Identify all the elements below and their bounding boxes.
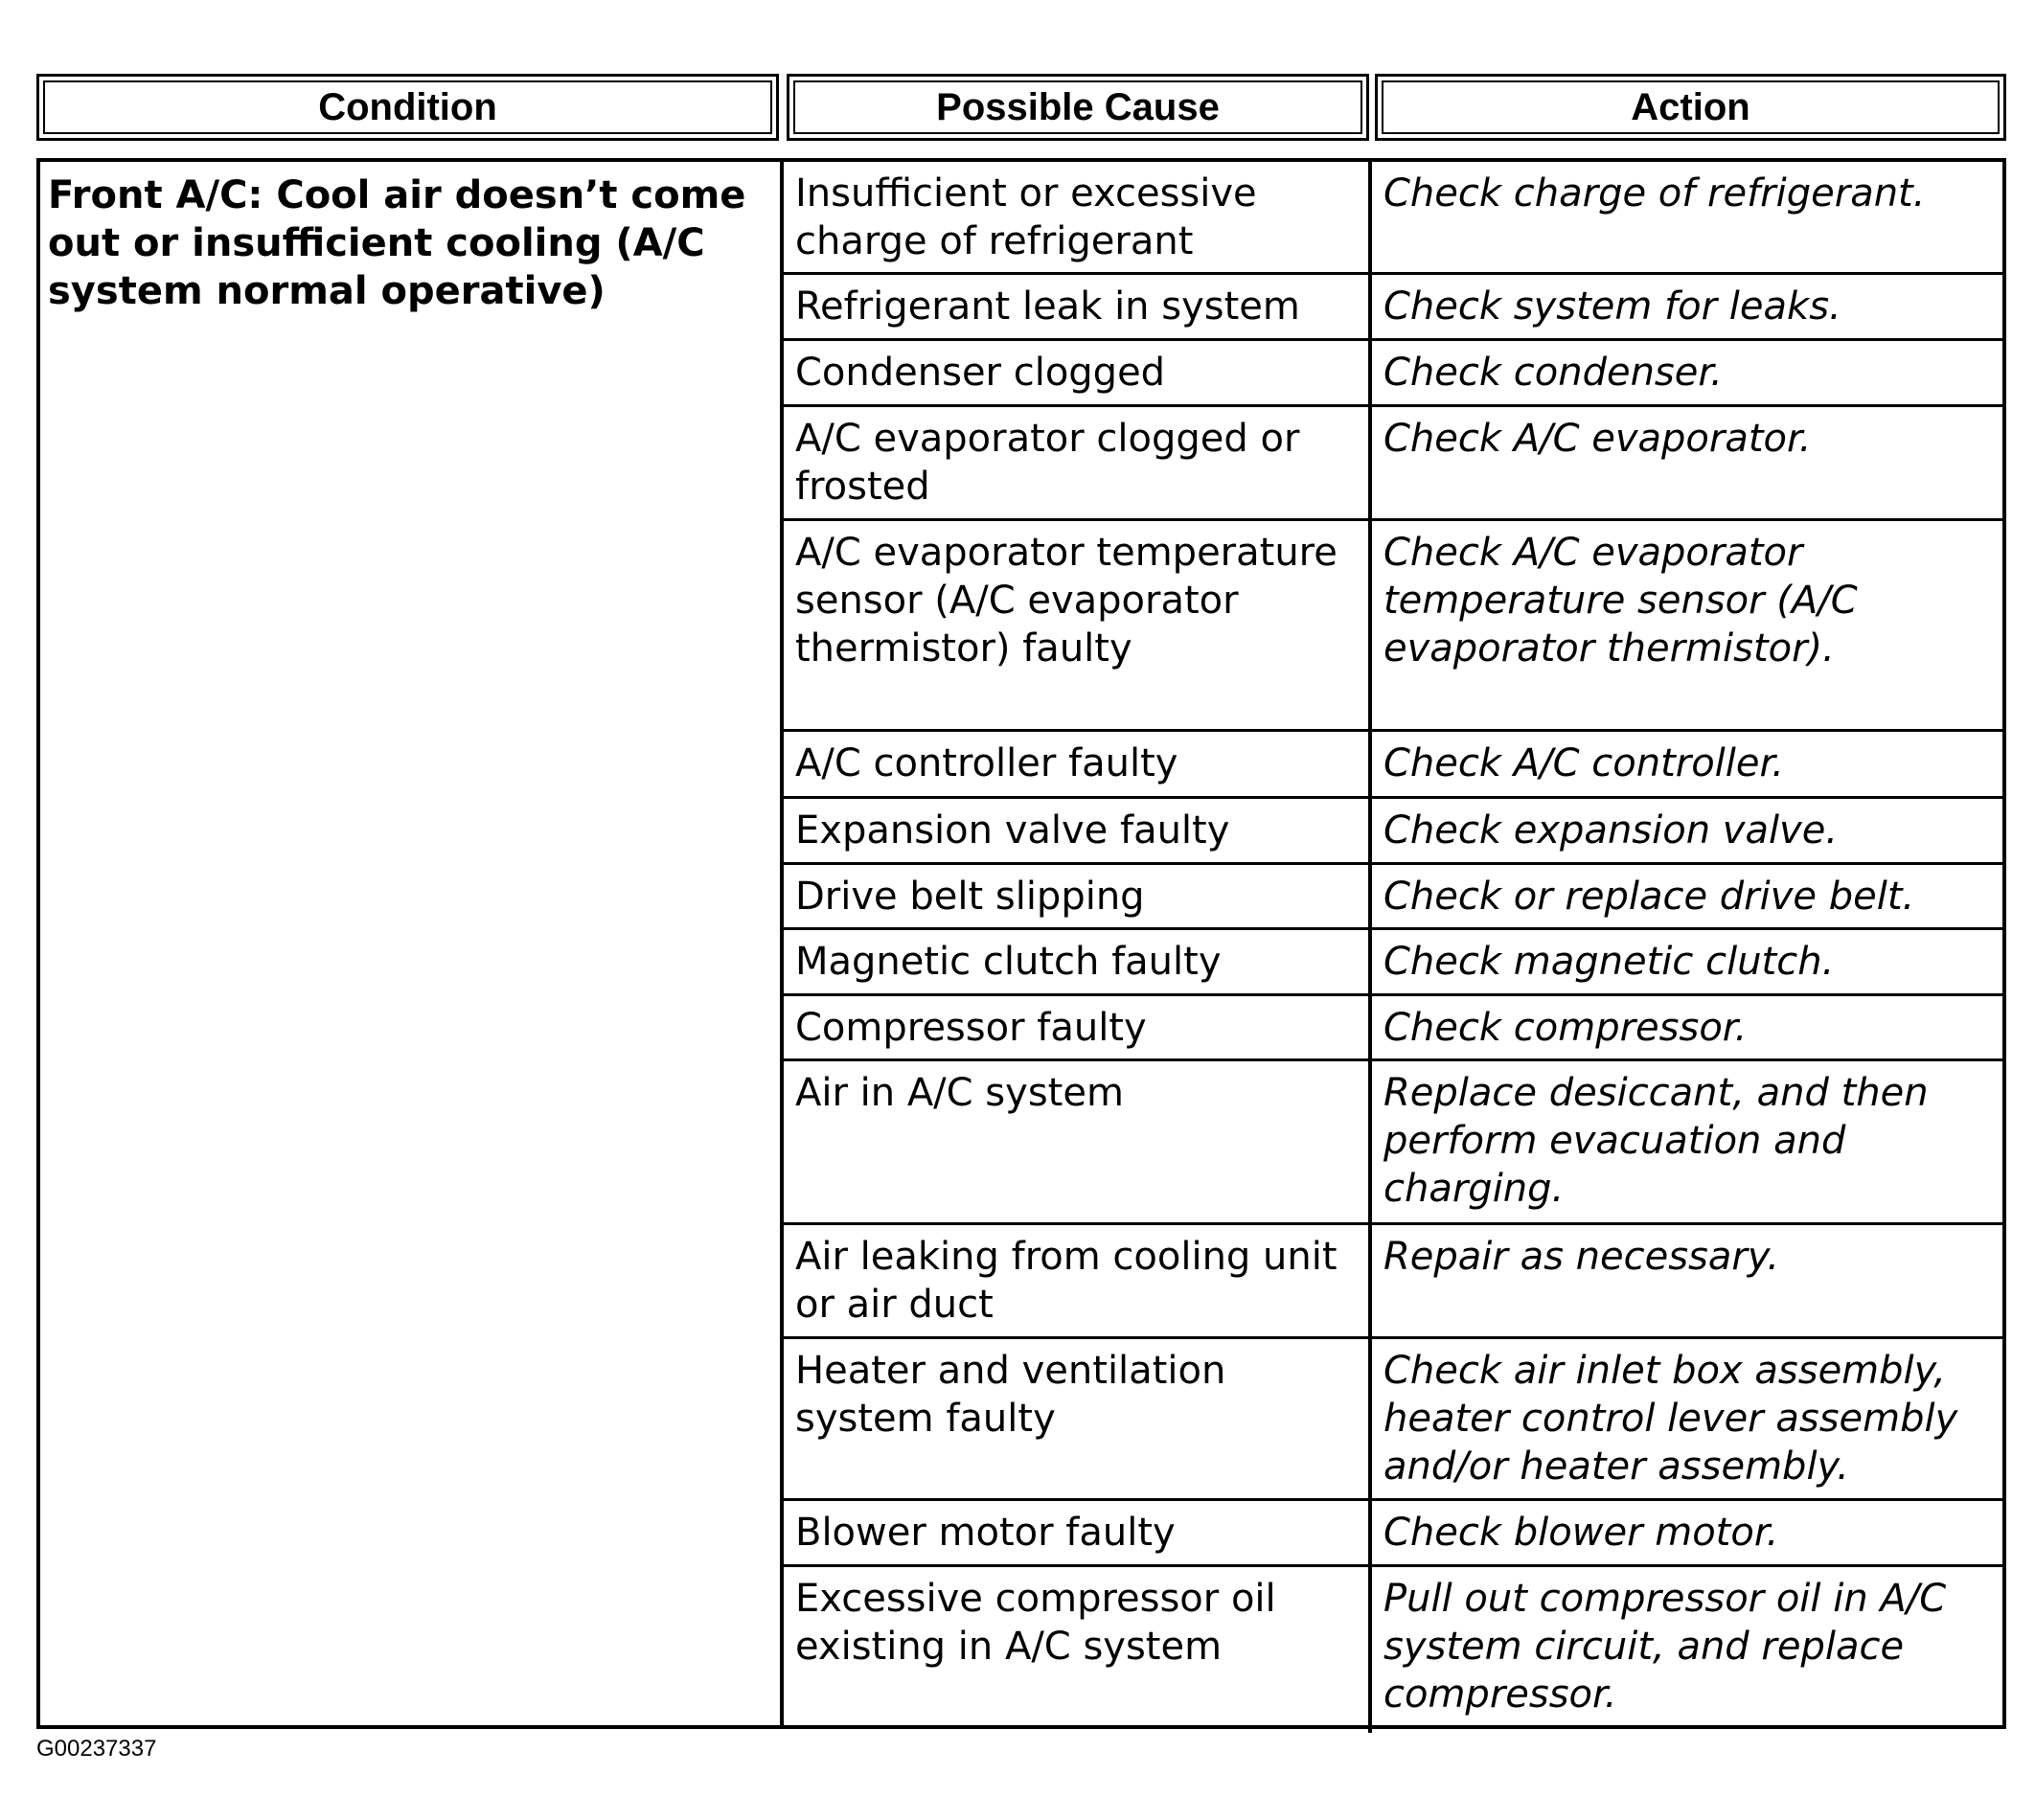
table-row	[784, 1501, 2002, 1567]
action-cell: Replace desiccant, and then perform evacuation and charging.	[1383, 1071, 1929, 1211]
table-row	[784, 1567, 2002, 1733]
cause-cell: A/C controller faulty	[784, 732, 1372, 796]
cause-cell: A/C evaporator temperature sensor (A/C evaporator thermistor) faulty	[784, 521, 1372, 729]
action-cell: Check charge of refrigerant.	[1383, 171, 1926, 216]
action-cell: Check compressor.	[1383, 1006, 1748, 1050]
cause-action-rows	[784, 162, 2002, 1725]
figure-id: G00237337	[36, 1736, 157, 1762]
condition-cell: Front A/C: Cool air doesn’t come out or insufficient cooling (A/C system normal operative)	[40, 162, 784, 1725]
cause-cell: Air leaking from cooling unit or air duct	[784, 1225, 1372, 1336]
table-row	[784, 1061, 2002, 1225]
cause-cell: Blower motor faulty	[784, 1501, 1372, 1564]
action-cell: Repair as necessary.	[1383, 1235, 1780, 1279]
cause-cell: Expansion valve faulty	[784, 799, 1372, 862]
cause-cell: Refrigerant leak in system	[784, 275, 1372, 338]
cause-cell: Insufficient or excessive charge of refrigerant	[784, 162, 1372, 272]
table-row	[784, 732, 2002, 799]
cause-cell: Drive belt slipping	[784, 865, 1372, 927]
action-cell: Pull out compressor oil in A/C system circuit, and replace compressor.	[1383, 1577, 1947, 1717]
header-action: Action	[1375, 74, 2006, 141]
troubleshooting-table	[36, 158, 2006, 1729]
action-cell: Check or replace drive belt.	[1383, 875, 1915, 919]
table-row	[784, 275, 2002, 341]
cause-cell: Excessive compressor oil existing in A/C system	[784, 1567, 1372, 1733]
cause-cell: Magnetic clutch faulty	[784, 930, 1372, 993]
table-row	[784, 1225, 2002, 1339]
cause-cell: Condenser clogged	[784, 341, 1372, 404]
action-cell: Check magnetic clutch.	[1383, 940, 1835, 984]
table-row	[784, 1339, 2002, 1501]
table-row	[784, 521, 2002, 732]
cause-cell: Air in A/C system	[784, 1061, 1372, 1222]
action-cell: Check A/C controller.	[1383, 741, 1784, 785]
table-row	[784, 799, 2002, 865]
header-condition: Condition	[36, 74, 779, 141]
table-row	[784, 996, 2002, 1061]
table-row	[784, 407, 2002, 521]
action-cell: Check expansion valve.	[1383, 808, 1839, 853]
header-possible-cause: Possible Cause	[787, 74, 1369, 141]
table-row	[784, 162, 2002, 275]
table-row	[784, 341, 2002, 407]
action-cell: Check blower motor.	[1383, 1511, 1779, 1555]
action-cell: Check condenser.	[1383, 351, 1723, 395]
action-cell: Check air inlet box assembly, heater control lever assembly and/or heater assembly.	[1383, 1349, 1958, 1489]
action-cell: Check A/C evaporator.	[1383, 417, 1812, 461]
table-row	[784, 865, 2002, 930]
cause-cell: Compressor faulty	[784, 996, 1372, 1058]
cause-cell: Heater and ventilation system faulty	[784, 1339, 1372, 1498]
table-row	[784, 930, 2002, 996]
action-cell: Check system for leaks.	[1383, 284, 1841, 329]
action-cell: Check A/C evaporator temperature sensor (A/C evaporator thermistor).	[1383, 531, 1858, 671]
cause-cell: A/C evaporator clogged or frosted	[784, 407, 1372, 518]
